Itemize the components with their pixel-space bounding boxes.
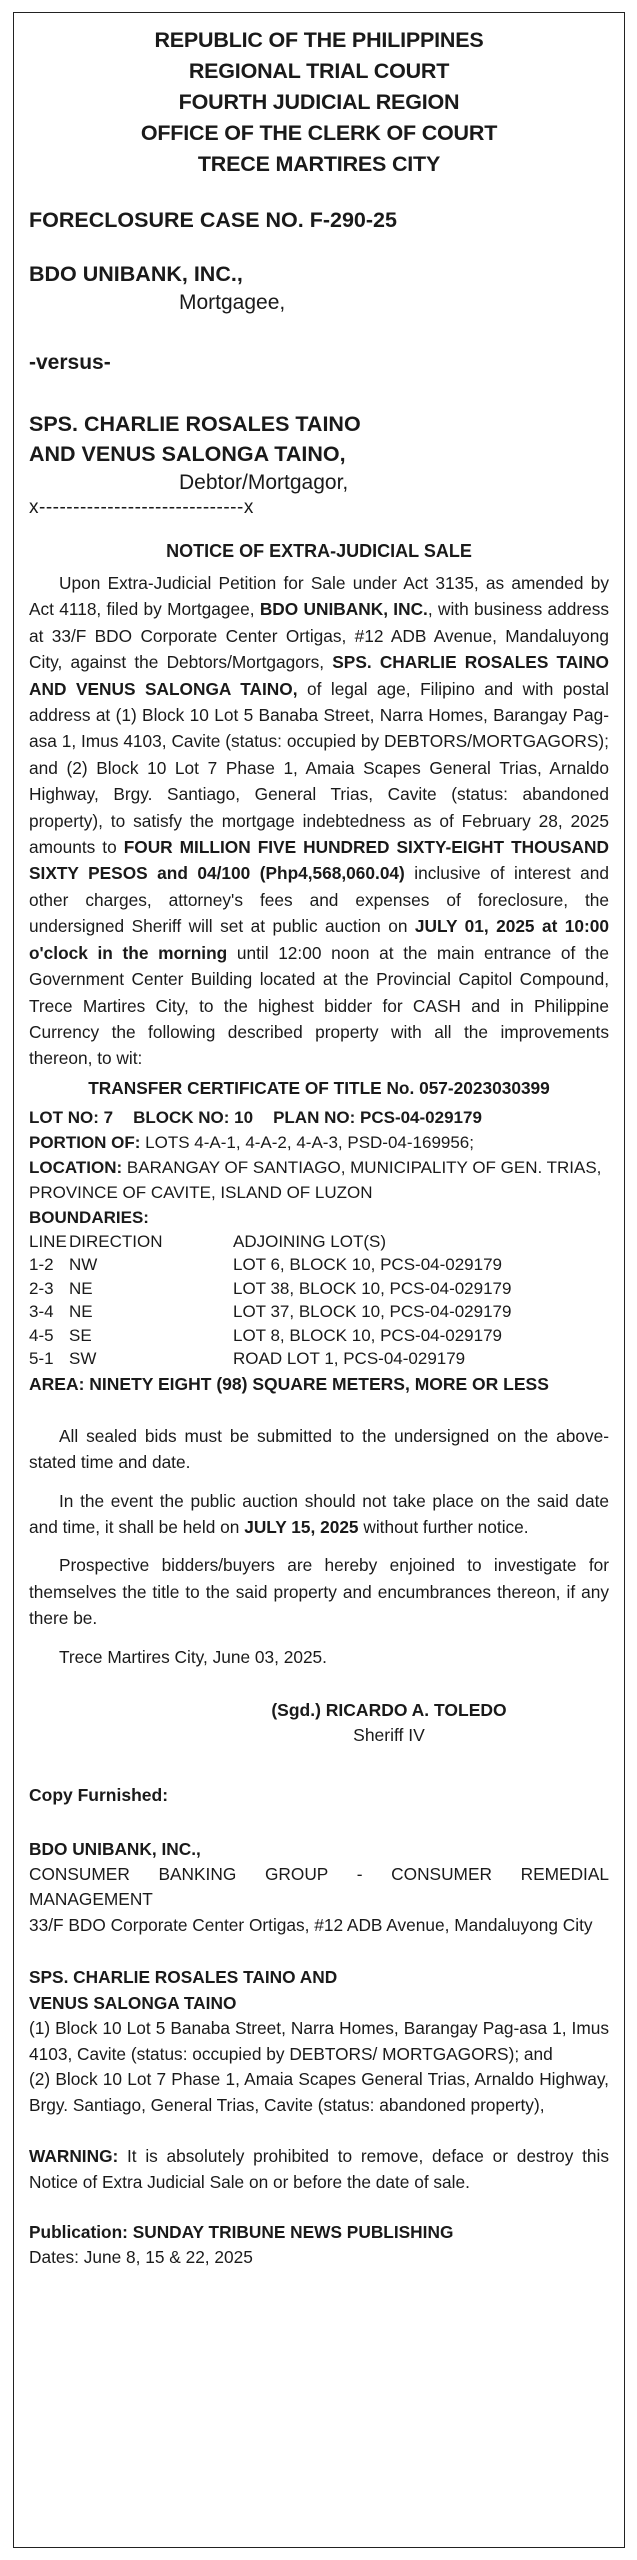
body-bold: SPS. CHARLIE ROSALES TAINO AND VENUS SALONGA TAINO, [29, 652, 609, 699]
case-number: FORECLOSURE CASE NO. F-290-25 [29, 208, 397, 232]
area-line: AREA: NINETY EIGHT (98) SQUARE METERS, MORE OR LESS [29, 1373, 549, 1394]
table-row [29, 1277, 511, 1301]
plan-value: PCS-04-029179 [359, 1107, 482, 1127]
table-cell: LOT 8, BLOCK 10, PCS-04-029179 [233, 1325, 503, 1345]
table-cell: 5-1 [29, 1349, 54, 1369]
header-line: REGIONAL TRIAL COURT [188, 59, 450, 83]
body-text: of legal age, Filipino and with postal address at (1) Block 10 Lot 5 Banaba Street, Narra Homes, Barangay Pag-asa 1, Imus 4103, Cavite (status: occupied by DEBTORS/MORTGAGORS); and (2) Block 10 Lot 7 Phase 1, Amaia Scapes General Trias, Arnaldo Highway, Brgy. Santiago, General Trias, Cavite (status: abandoned property), to satisfy the mortgage indebtedness as of February 28, 2025 amounts to [29, 678, 609, 858]
location-label: LOCATION: [29, 1157, 123, 1177]
recipient-address: 33/F BDO Corporate Center Ortigas, #12 ADB Avenue, Mandaluyong City [29, 1914, 593, 1935]
warning-text: It is absolutely prohibited to remove, deface or destroy this Notice of Extra Judicial Sale on or before the date of sale. [29, 2146, 609, 2192]
body-text: inclusive of interest and other charges, attorney's fees and expenses of foreclosure, the undersigned Sheriff will set at public auction on [29, 863, 609, 937]
recipient-name: VENUS SALONGA TAINO [29, 1993, 237, 2014]
table-cell: SW [69, 1349, 97, 1369]
body-bold: JULY 01, 2025 at 10:00 o'clock in the morning [29, 916, 610, 963]
location-line [29, 1155, 609, 1205]
versus-label: -versus- [29, 351, 111, 374]
body-bold: BDO UNIBANK, INC. [259, 599, 428, 620]
bids-paragraph: All sealed bids must be submitted to the undersigned on the above-stated time and date. [29, 1425, 609, 1473]
body-text: without further notice. [358, 1516, 529, 1537]
signature-block [29, 1698, 609, 1748]
recipient-address: (1) Block 10 Lot 5 Banaba Street, Narra Homes, Barangay Pag-asa 1, Imus 4103, Cavite (status: occupied by DEBTORS/ MORTGAGORS); and [29, 2018, 609, 2064]
table-cell: LOT 6, BLOCK 10, PCS-04-029179 [233, 1255, 503, 1275]
table-cell: 4-5 [29, 1325, 54, 1345]
table-cell: SE [69, 1325, 92, 1345]
warning-label: WARNING: [29, 2146, 119, 2167]
table-cell: 1-2 [29, 1255, 54, 1275]
sheriff-name: (Sgd.) RICARDO A. TOLEDO [271, 1699, 507, 1720]
portion-line [29, 1130, 609, 1155]
body-text: Upon Extra-Judicial Petition for Sale under Act 3135, as amended by Act 4118, filed by Mortgagee, [29, 573, 609, 620]
table-row [29, 1300, 511, 1324]
debtor-block [29, 409, 609, 519]
plan-label: PLAN NO: [273, 1107, 356, 1127]
publication-dates: Dates: June 8, 15 & 22, 2025 [29, 2247, 253, 2268]
debtor-role: Debtor/Mortgagor, [179, 471, 349, 494]
copy-furnished-heading: Copy Furnished: [29, 1784, 169, 1805]
table-row [29, 1324, 511, 1348]
boundaries-label [29, 1205, 609, 1230]
table-cell: NW [69, 1255, 98, 1275]
recipient-name: SPS. CHARLIE ROSALES TAINO AND [29, 1967, 338, 1988]
portion-label: PORTION OF: [29, 1132, 141, 1152]
debtor-name-line: AND VENUS SALONGA TAINO, [29, 442, 346, 466]
court-header [29, 25, 609, 180]
lot-value: 7 [103, 1107, 114, 1127]
recipient-name: BDO UNIBANK, INC., [29, 1838, 201, 1859]
header-line: OFFICE OF THE CLERK OF COURT [140, 121, 498, 145]
notice-title: NOTICE OF EXTRA-JUDICIAL SALE [166, 541, 472, 561]
recipient-address: (2) Block 10 Lot 7 Phase 1, Amaia Scapes General Trias, Arnaldo Highway, Brgy. Santiago, General Trias, Cavite (status: abandoned property), [29, 2069, 609, 2115]
tct-heading: TRANSFER CERTIFICATE OF TITLE No. 057-2023030399 [88, 1077, 550, 1098]
table-cell: 2-3 [29, 1278, 54, 1298]
place-date: Trece Martires City, June 03, 2025. [59, 1646, 327, 1667]
property-description [29, 1105, 609, 1397]
publication-block [29, 2219, 609, 2271]
separator-line: x------------------------------x [29, 497, 254, 518]
table-cell: LOT 38, BLOCK 10, PCS-04-029179 [233, 1278, 512, 1298]
lot-block-plan-line [29, 1105, 609, 1130]
mortgagee-role: Mortgagee, [179, 291, 286, 314]
column-header: ADJOINING LOT(S) [233, 1231, 387, 1251]
publication-name: Publication: SUNDAY TRIBUNE NEWS PUBLISHING [29, 2222, 454, 2243]
table-cell: ROAD LOT 1, PCS-04-029179 [233, 1349, 466, 1369]
location-value: BARANGAY OF SANTIAGO, MUNICIPALITY OF GEN. TRIAS, PROVINCE OF CAVITE, ISLAND OF LUZON [29, 1157, 602, 1202]
notice-document [13, 12, 625, 2548]
table-cell: 3-4 [29, 1302, 54, 1322]
table-cell: NE [69, 1302, 93, 1322]
body-bold: JULY 15, 2025 [244, 1516, 359, 1537]
bidders-paragraph: Prospective bidders/buyers are hereby enjoined to investigate for themselves the title to the said property and encumbrances thereon, if any there be. [29, 1555, 609, 1629]
lot-label: LOT NO: [29, 1107, 99, 1127]
header-line: FOURTH JUDICIAL REGION [178, 90, 460, 114]
warning-notice [29, 2144, 609, 2195]
block-value: 10 [234, 1107, 254, 1127]
mortgagee-name: BDO UNIBANK, INC., [29, 262, 243, 286]
body-text: until 12:00 noon at the main entrance of the Government Center Building located at the Provincial Capitol Compound, Trece Martires City, to the highest bidder for CASH and in Philippine Currency the following described property with all the improvements thereon, to wit: [29, 942, 610, 1069]
boundaries-label-text: BOUNDARIES: [29, 1207, 149, 1227]
block-label: BLOCK NO: [133, 1107, 230, 1127]
table-header-row [29, 1230, 511, 1254]
body-text: In the event the public auction should not take place on the said date and time, it shall be held on [29, 1490, 609, 1537]
table-cell: LOT 37, BLOCK 10, PCS-04-029179 [233, 1302, 512, 1322]
column-header: DIRECTION [69, 1231, 163, 1251]
header-line: TRECE MARTIRES CITY [197, 152, 441, 176]
column-header: LINE [29, 1231, 67, 1251]
sheriff-title: Sheriff IV [353, 1724, 425, 1745]
postponement-paragraph [29, 1488, 609, 1541]
main-paragraph [29, 570, 609, 1072]
body-bold: FOUR MILLION FIVE HUNDRED SIXTY-EIGHT THOUSAND SIXTY PESOS and 04/100 (Php4,568,060.04) [29, 837, 609, 884]
table-row [29, 1253, 511, 1277]
portion-value: LOTS 4-A-1, 4-A-2, 4-A-3, PSD-04-169956; [140, 1132, 474, 1152]
debtor-name-line: SPS. CHARLIE ROSALES TAINO [29, 412, 361, 436]
copy-recipient-spouses [29, 1964, 609, 2118]
copy-recipient-bank [29, 1836, 609, 1939]
header-line: REPUBLIC OF THE PHILIPPINES [154, 28, 484, 52]
boundaries-table [29, 1230, 511, 1371]
table-row [29, 1347, 511, 1371]
body-text: , with business address at 33/F BDO Corporate Center Ortigas, #12 ADB Avenue, Mandaluyong City, against the Debtors/Mortgagors, [29, 599, 609, 673]
recipient-department: CONSUMER BANKING GROUP - CONSUMER REMEDIAL MANAGEMENT [29, 1863, 609, 1910]
table-cell: NE [69, 1278, 93, 1298]
mortgagee-block [29, 259, 609, 317]
